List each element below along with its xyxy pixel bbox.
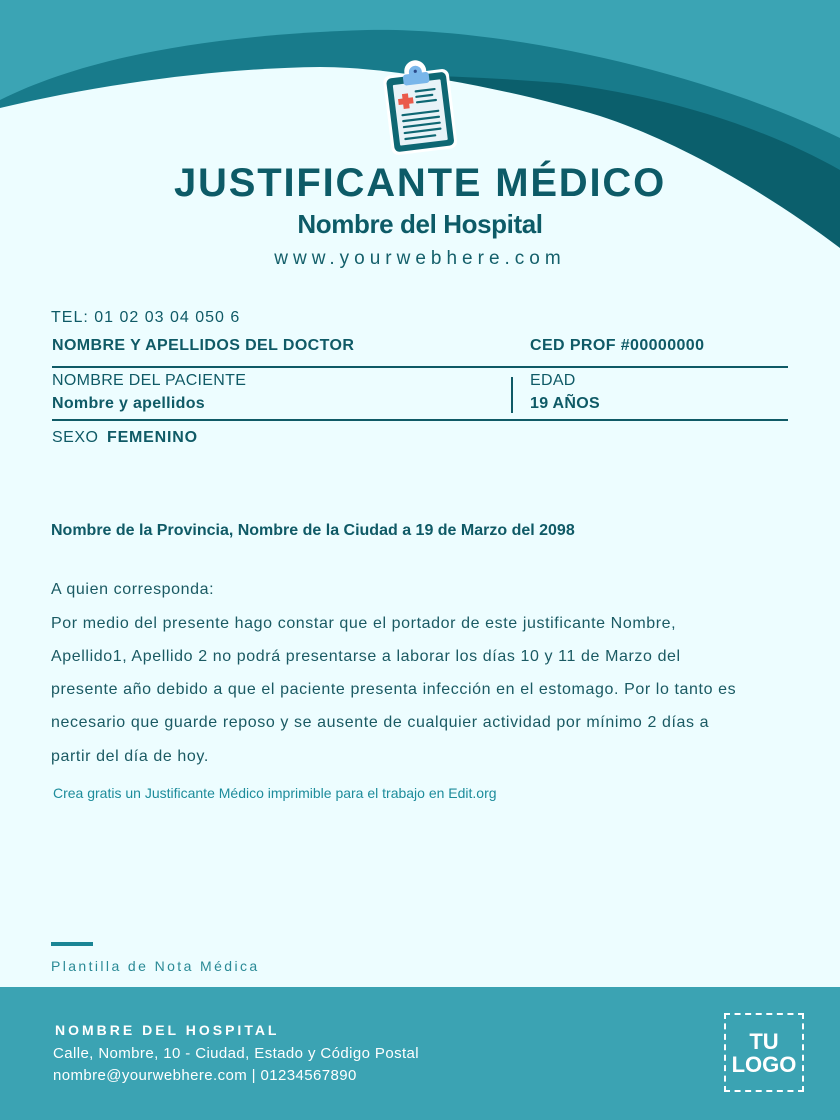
logo-text-line2: LOGO xyxy=(731,1051,797,1077)
footer-address: Calle, Nombre, 10 - Ciudad, Estado y Código Postal xyxy=(53,1045,420,1062)
greeting: A quien corresponda: xyxy=(51,581,215,598)
phone-number: TEL: 01 02 03 04 050 6 xyxy=(51,309,241,326)
clipboard-medical-icon xyxy=(380,58,460,156)
promo-link[interactable]: Crea gratis un Justificante Médico imprimible para el trabajo en Edit.org xyxy=(53,785,497,801)
body-line-2: Apellido1, Apellido 2 no podrá presentarse a laborar los días 10 y 11 de Marzo del xyxy=(51,648,681,665)
body-line-5: partir del día de hoy. xyxy=(51,748,209,765)
website-link[interactable]: www.yourwebhere.com xyxy=(274,248,566,269)
place-and-date: Nombre de la Provincia, Nombre de la Ciudad a 19 de Marzo del 2098 xyxy=(51,522,575,539)
doctor-name: NOMBRE Y APELLIDOS DEL DOCTOR xyxy=(52,337,355,354)
divider-top xyxy=(52,366,788,368)
age-label: EDAD xyxy=(530,372,576,389)
logo-text-line1: TU xyxy=(749,1028,779,1054)
body-line-4: necesario que guarde reposo y se ausente de cualquier actividad por mínimo 2 días a xyxy=(51,714,710,731)
patient-label: NOMBRE DEL PACIENTE xyxy=(52,372,247,389)
body-line-3: presente año debido a que el paciente presenta infección en el estomago. Por lo tanto es xyxy=(51,681,737,698)
professional-license: CED PROF #00000000 xyxy=(530,337,705,354)
hospital-name: Nombre del Hospital xyxy=(297,209,543,239)
patient-name: Nombre y apellidos xyxy=(52,395,205,412)
document-title: JUSTIFICANTE MÉDICO xyxy=(174,161,666,205)
accent-bar xyxy=(51,942,93,946)
divider-vertical xyxy=(511,377,513,413)
template-label: Plantilla de Nota Médica xyxy=(51,958,260,974)
sex-label: SEXO xyxy=(52,429,99,446)
logo-placeholder[interactable] xyxy=(724,1013,804,1092)
body-line-1: Por medio del presente hago constar que el portador de este justificante Nombre, xyxy=(51,615,677,632)
age-value: 19 AÑOS xyxy=(530,395,600,412)
footer-hospital-name: NOMBRE DEL HOSPITAL xyxy=(55,1022,280,1038)
sex-value: FEMENINO xyxy=(107,429,198,446)
divider-bottom xyxy=(52,419,788,421)
footer xyxy=(0,987,840,1120)
footer-contact: nombre@yourwebhere.com | 01234567890 xyxy=(53,1067,357,1084)
